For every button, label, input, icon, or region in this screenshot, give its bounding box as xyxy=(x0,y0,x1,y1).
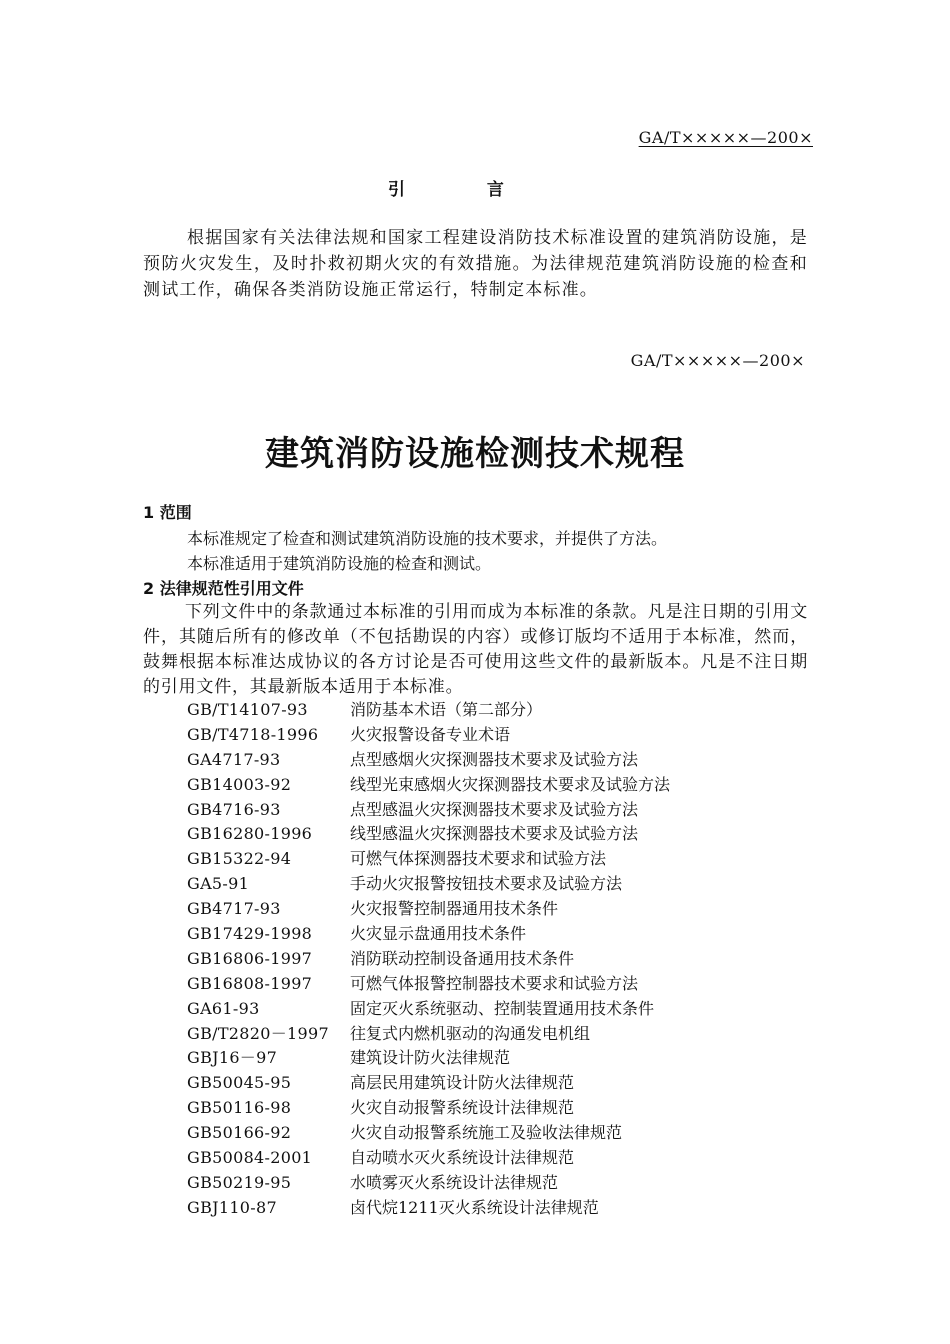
section-1-heading: 1 范围 xyxy=(143,503,192,522)
list-item xyxy=(187,922,670,947)
reference-title: 线型光束感烟火灾探测器技术要求及试验方法 xyxy=(350,774,671,794)
reference-code: GB/T2820－1997 xyxy=(187,1023,329,1043)
reference-list xyxy=(187,698,670,1221)
list-item xyxy=(187,1121,670,1146)
reference-code: GB50045-95 xyxy=(187,1073,292,1093)
list-item xyxy=(187,773,670,798)
reference-title: 点型感温火灾探测器技术要求及试验方法 xyxy=(350,799,639,819)
list-item xyxy=(187,872,670,897)
list-item xyxy=(187,1046,670,1071)
reference-title: 手动火灾报警按钮技术要求及试验方法 xyxy=(350,874,623,894)
reference-title: 固定灭火系统驱动、控制装置通用技术条件 xyxy=(350,998,655,1018)
reference-code: GB50166-92 xyxy=(187,1123,292,1143)
reference-title: 可燃气体报警控制器技术要求和试验方法 xyxy=(350,973,639,993)
reference-title: 消防联动控制设备通用技术条件 xyxy=(350,948,575,968)
section-2-heading: 2 法律规范性引用文件 xyxy=(143,579,304,598)
reference-code: GB4716-93 xyxy=(187,799,281,819)
reference-code: GB/T4718-1996 xyxy=(187,724,319,744)
reference-title: 线型感温火灾探测器技术要求及试验方法 xyxy=(350,824,639,844)
reference-code: GB14003-92 xyxy=(187,774,292,794)
reference-title: 往复式内燃机驱动的沟通发电机组 xyxy=(350,1023,591,1043)
reference-code: GB50219-95 xyxy=(187,1172,292,1192)
document-title: 建筑消防设施检测技术规程 xyxy=(265,434,685,474)
reference-code: GB50084-2001 xyxy=(187,1148,313,1168)
list-item xyxy=(187,947,670,972)
reference-code: GB/T14107-93 xyxy=(187,700,308,719)
list-item xyxy=(187,822,670,847)
reference-code: GA61-93 xyxy=(187,998,260,1018)
reference-title: 水喷雾灭火系统设计法律规范 xyxy=(350,1172,559,1192)
list-item xyxy=(187,897,670,922)
reference-code: GBJ16－97 xyxy=(187,1048,278,1068)
reference-title: 火灾自动报警系统设计法律规范 xyxy=(350,1098,575,1118)
list-item xyxy=(187,1146,670,1171)
list-item xyxy=(187,748,670,773)
list-item xyxy=(187,698,670,723)
reference-title: 火灾报警控制器通用技术条件 xyxy=(350,899,559,919)
reference-code: GBJ110-87 xyxy=(187,1197,277,1217)
list-item xyxy=(187,723,670,748)
reference-code: GB16808-1997 xyxy=(187,973,313,993)
reference-title: 火灾显示盘通用技术条件 xyxy=(350,924,527,944)
reference-title: 自动喷水灭火系统设计法律规范 xyxy=(350,1148,575,1168)
standard-code-header: GA/T×××××—200× xyxy=(638,128,813,147)
foreword-body: 根据国家有关法律法规和国家工程建设消防技术标准设置的建筑消防设施，是预防火灾发生，及时扑救初期火灾的有效措施。为法律规范建筑消防设施的检查和测试工作，确保各类消防设施正常运行，特制定本标准。 xyxy=(143,228,808,300)
section-1-para-2: 本标准适用于建筑消防设施的检查和测试。 xyxy=(187,554,492,573)
reference-title: 消防基本术语（第二部分） xyxy=(350,700,543,719)
reference-title: 火灾报警设备专业术语 xyxy=(350,724,511,744)
list-item xyxy=(187,1096,670,1121)
list-item xyxy=(187,1071,670,1096)
reference-code: GB17429-1998 xyxy=(187,924,313,944)
list-item xyxy=(187,1171,670,1196)
reference-code: GA5-91 xyxy=(187,874,250,894)
reference-code: GB4717-93 xyxy=(187,899,281,919)
section-1-para-1: 本标准规定了检查和测试建筑消防设施的技术要求，并提供了方法。 xyxy=(187,529,668,548)
section-2-intro: 下列文件中的条款通过本标准的引用而成为本标准的条款。凡是注日期的引用文件，其随后所有的修改单（不包括勘误的内容）或修订版均不适用于本标准，然而，鼓舞根据本标准达成协议的各方讨论是否可使用这些文件的最新版本。凡是不注日期的引用文件，其最新版本适用于本标准。 xyxy=(143,602,808,697)
reference-code: GB50116-98 xyxy=(187,1098,292,1118)
list-item xyxy=(187,847,670,872)
reference-title: 火灾自动报警系统施工及验收法律规范 xyxy=(350,1123,623,1143)
list-item xyxy=(187,1022,670,1047)
reference-code: GB16806-1997 xyxy=(187,948,313,968)
reference-title: 建筑设计防火法律规范 xyxy=(350,1048,511,1068)
list-item xyxy=(187,1196,670,1221)
reference-code: GB15322-94 xyxy=(187,849,292,869)
list-item xyxy=(187,997,670,1022)
list-item xyxy=(187,972,670,997)
reference-code: GB16280-1996 xyxy=(187,824,313,844)
standard-code-repeat: GA/T×××××—200× xyxy=(630,351,805,370)
reference-title: 可燃气体探测器技术要求和试验方法 xyxy=(350,849,607,869)
reference-title: 高层民用建筑设计防火法律规范 xyxy=(350,1073,575,1093)
reference-title: 卤代烷1211灭火系统设计法律规范 xyxy=(350,1197,599,1217)
foreword-title: 引 言 xyxy=(388,180,542,200)
list-item xyxy=(187,798,670,823)
reference-title: 点型感烟火灾探测器技术要求及试验方法 xyxy=(350,749,639,769)
reference-code: GA4717-93 xyxy=(187,749,281,769)
